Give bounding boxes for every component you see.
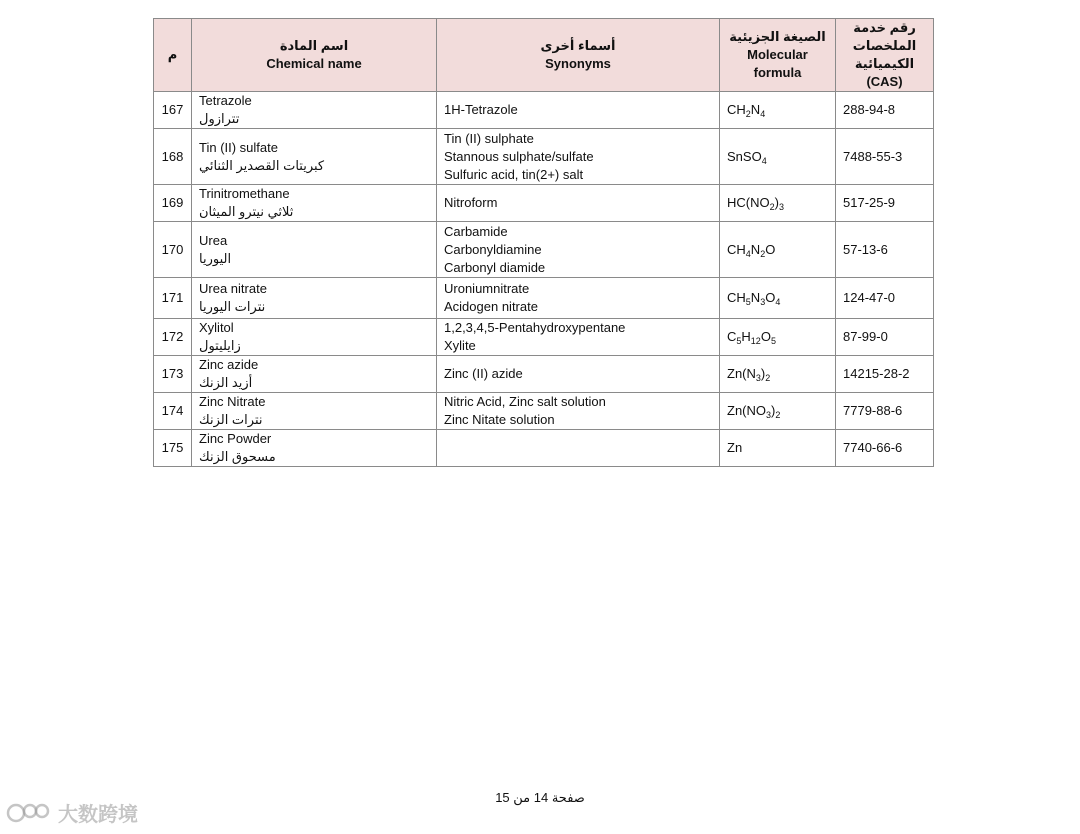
formula-subscript: 5 <box>745 297 751 307</box>
formula-part: Zn <box>727 440 743 455</box>
synonym: 1,2,3,4,5-Pentahydroxypentane <box>444 320 626 335</box>
watermark-text: 大数跨境 <box>58 804 138 826</box>
chemical-name-cell <box>192 129 437 185</box>
table-row <box>154 92 934 129</box>
formula-subscript: 3 <box>755 373 761 383</box>
chemical-name-ar: اليوريا <box>199 250 232 266</box>
formula-subscript: 4 <box>761 155 767 166</box>
header-synonyms: أسماء أخرى Synonyms <box>437 19 720 92</box>
formula-part: ) <box>774 195 779 210</box>
formula-part: HC(NO <box>727 195 770 210</box>
molecular-formula-cell <box>720 278 836 319</box>
formula-part: N <box>750 290 761 305</box>
formula-part: Zn(N <box>727 366 756 381</box>
synonym: Tin (II) sulphate <box>444 130 534 146</box>
molecular-formula-cell <box>720 356 836 393</box>
formula-subscript: 4 <box>760 109 766 119</box>
row-number: 170 <box>154 222 192 278</box>
formula-part: H <box>741 329 751 344</box>
formula-subscript: 3 <box>766 410 772 420</box>
synonyms-cell <box>437 185 720 222</box>
formula-subscript: 3 <box>778 202 784 212</box>
chemical-name-cell <box>192 356 437 393</box>
formula-part: N <box>750 102 761 117</box>
chemical-name-ar: مسحوق الزنك <box>199 449 276 464</box>
cas-number-cell: 57-13-6 <box>836 222 934 278</box>
page-footer: صفحة 14 من 15 <box>495 790 585 805</box>
chemical-name-en: Tin (II) sulfate <box>199 139 278 155</box>
formula-part: ) <box>760 366 766 381</box>
formula-part: C <box>727 329 737 344</box>
header-molecular-formula: الصيغة الجزيئية Molecular formula <box>720 19 836 92</box>
cas-number-cell: 288-94-8 <box>836 92 934 129</box>
formula-part: N <box>750 241 761 257</box>
formula-subscript: 12 <box>750 336 761 346</box>
chemical-name-cell <box>192 319 437 356</box>
synonym: Nitric Acid, Zinc salt solution <box>444 394 606 409</box>
formula-subscript: 5 <box>770 336 776 346</box>
row-number: 172 <box>154 319 192 356</box>
synonym: Carbonyl diamide <box>444 259 546 275</box>
formula-part: ) <box>771 403 776 418</box>
chemical-name-cell <box>192 278 437 319</box>
chemical-name-en: Zinc Powder <box>199 431 272 446</box>
molecular-formula-cell <box>720 430 836 467</box>
cas-number-cell: 87-99-0 <box>836 319 934 356</box>
chemical-name-ar: أزيد الزنك <box>199 375 253 390</box>
molecular-formula-cell <box>720 393 836 430</box>
formula-subscript: 5 <box>736 336 742 346</box>
synonyms-cell <box>437 222 720 278</box>
formula-part: O <box>765 241 776 257</box>
chemical-name-cell <box>192 222 437 278</box>
chemical-name-en: Zinc azide <box>199 357 259 372</box>
chemical-name-en: Zinc Nitrate <box>199 394 266 409</box>
molecular-formula-cell <box>720 92 836 129</box>
table-row <box>154 185 934 222</box>
chemical-name-ar: ثلاثي نيترو الميثان <box>199 204 294 219</box>
row-number: 173 <box>154 356 192 393</box>
formula-subscript: 4 <box>775 297 781 307</box>
watermark-logo-icon <box>6 801 52 825</box>
molecular-formula-cell <box>720 319 836 356</box>
cas-number-cell: 7488-55-3 <box>836 129 934 185</box>
chemical-name-ar: تترازول <box>199 111 240 126</box>
synonyms-cell <box>437 319 720 356</box>
table-row <box>154 278 934 319</box>
synonyms-cell <box>437 356 720 393</box>
table-row <box>154 222 934 278</box>
formula-part: CH <box>727 102 746 117</box>
watermark <box>6 798 138 827</box>
formula-part: O <box>765 290 776 305</box>
table-row <box>154 430 934 467</box>
table-row <box>154 129 934 185</box>
synonym: Carbonyldiamine <box>444 241 542 257</box>
synonyms-cell <box>437 129 720 185</box>
synonym: Zinc Nitate solution <box>444 412 555 427</box>
cas-number-cell: 124-47-0 <box>836 278 934 319</box>
chemical-name-ar: زايليتول <box>199 338 241 353</box>
chemical-name-ar: نترات اليوريا <box>199 299 266 314</box>
formula-subscript: 2 <box>769 202 775 212</box>
formula-part: CH <box>727 290 746 305</box>
formula-part: O <box>760 329 771 344</box>
chemical-name-ar: كبريتات القصدير الثنائي <box>199 157 325 173</box>
cas-number-cell: 7740-66-6 <box>836 430 934 467</box>
synonym: Sulfuric acid, tin(2+) salt <box>444 166 584 182</box>
row-number: 168 <box>154 129 192 185</box>
formula-subscript: 2 <box>765 373 771 383</box>
row-number: 167 <box>154 92 192 129</box>
chemical-name-en: Urea nitrate <box>199 281 267 296</box>
chemicals-table <box>153 18 934 467</box>
synonyms-cell <box>437 430 720 467</box>
chemical-name-cell <box>192 393 437 430</box>
synonyms-cell <box>437 393 720 430</box>
row-number: 174 <box>154 393 192 430</box>
cas-number-cell: 14215-28-2 <box>836 356 934 393</box>
table-row <box>154 319 934 356</box>
cas-number-cell: 7779-88-6 <box>836 393 934 430</box>
chemical-name-en: Tetrazole <box>199 93 252 108</box>
row-number: 171 <box>154 278 192 319</box>
chemical-name-ar: نترات الزنك <box>199 412 263 427</box>
synonym: Acidogen nitrate <box>444 299 538 314</box>
synonym: Uroniumnitrate <box>444 281 530 296</box>
table-body <box>154 92 934 467</box>
synonym: Stannous sulphate/sulfate <box>444 148 594 164</box>
synonym: Xylite <box>444 338 476 353</box>
formula-subscript: 4 <box>745 248 751 259</box>
formula-subscript: 2 <box>745 109 751 119</box>
chemical-name-cell <box>192 430 437 467</box>
header-number: م <box>154 19 192 92</box>
table-row <box>154 356 934 393</box>
molecular-formula-cell <box>720 222 836 278</box>
cas-number-cell: 517-25-9 <box>836 185 934 222</box>
table-row <box>154 393 934 430</box>
chemical-name-cell <box>192 185 437 222</box>
table-header-row <box>154 19 934 92</box>
synonyms-cell <box>437 92 720 129</box>
synonyms-cell <box>437 278 720 319</box>
header-chemical-name: اسم المادة Chemical name <box>192 19 437 92</box>
row-number: 169 <box>154 185 192 222</box>
formula-subscript: 3 <box>760 297 766 307</box>
chemical-name-en: Xylitol <box>199 320 234 335</box>
header-cas: رقم خدمة الملخصات الكيميائية (CAS) <box>836 19 934 92</box>
formula-part: Zn(NO <box>727 403 766 418</box>
formula-part: CH <box>727 241 746 257</box>
synonym: 1H-Tetrazole <box>444 102 518 117</box>
chemical-name-en: Urea <box>199 232 228 248</box>
row-number: 175 <box>154 430 192 467</box>
chemical-name-cell <box>192 92 437 129</box>
molecular-formula-cell <box>720 185 836 222</box>
synonym: Nitroform <box>444 195 498 210</box>
synonym: Zinc (II) azide <box>444 366 523 381</box>
synonym: Carbamide <box>444 223 508 239</box>
formula-subscript: 2 <box>775 410 781 420</box>
formula-part: SnSO <box>727 148 762 164</box>
formula-subscript: 2 <box>760 248 766 259</box>
molecular-formula-cell <box>720 129 836 185</box>
chemical-name-en: Trinitromethane <box>199 186 290 201</box>
